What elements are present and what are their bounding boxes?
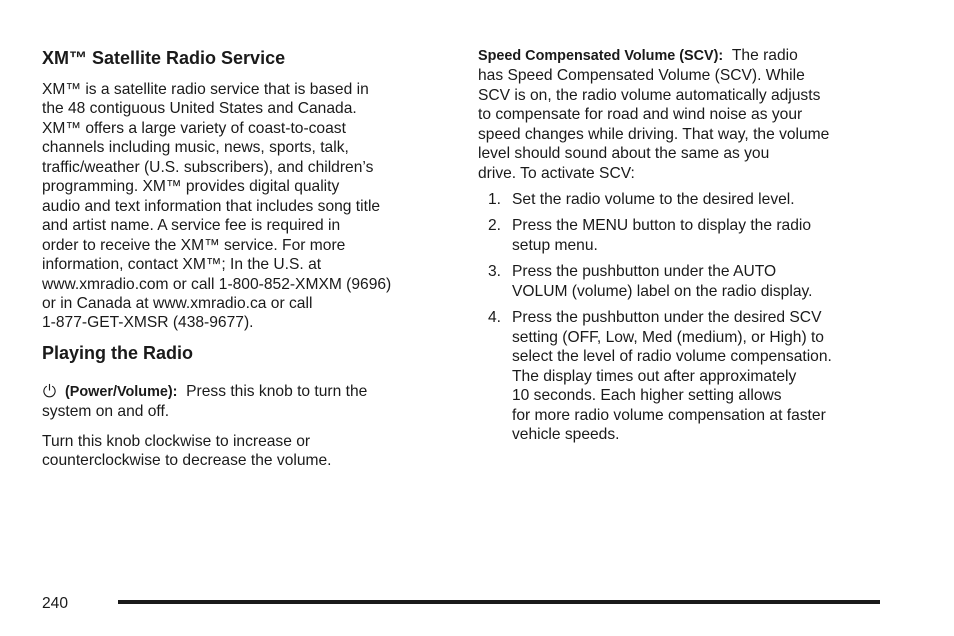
scv-steps-list [488, 190, 888, 444]
power-volume-paragraph: (Power/Volume): Press this knob to turn the system on and off. [42, 383, 368, 421]
list-item: 1. Set the radio volume to the desired level. [488, 191, 795, 208]
turn-knob-paragraph: Turn this knob clockwise to increase or counterclockwise to decrease the volume. [42, 433, 332, 470]
power-icon [42, 383, 57, 398]
footer-rule [118, 600, 880, 604]
scv-paragraph: Speed Compensated Volume (SCV): The radio has Speed Compensated Volume (SCV). While SCV is on, the radio volume automatically adjusts to compensate for road and wind noise as your speed changes while driving. That way, the volume level should sound about the same as you drive. To activate SCV: [478, 47, 830, 182]
list-item: 4. Press the pushbutton under the desired SCV setting (OFF, Low, Med (medium), or High) to select the level of radio volume compensation. The display times out after approximately 10 seconds. Each higher setting allows for more radio volume compensation at faster vehicle speeds. [488, 309, 832, 443]
playing-heading: Playing the Radio [42, 343, 194, 363]
power-volume-label: (Power/Volume): [65, 384, 178, 400]
scv-label: Speed Compensated Volume (SCV): [478, 48, 724, 64]
list-item: 3. Press the pushbutton under the AUTO VOLUM (volume) label on the radio display. [488, 263, 813, 300]
xm-heading: XM™ Satellite Radio Service [42, 48, 286, 68]
xm-paragraph: XM™ is a satellite radio service that is based in the 48 contiguous United States and Canada. XM™ offers a large variety of coast-to-coast channels including music, news, sports, talk, traffic/weather (U.S. subscribers), and children’s programming. XM™ provides digital quality audio and text information that includes song title and artist name. A service fee is required in order to receive the XM™ service. For more information, contact XM™; In the U.S. at www.xmradio.com or call 1-800-852-XMXM (9696) or in Canada at www.xmradio.ca or call 1-877-GET-XMSR (438-9677). [42, 81, 392, 332]
list-item: 2. Press the MENU button to display the radio setup menu. [488, 217, 812, 254]
page-number: 240 [42, 595, 69, 612]
